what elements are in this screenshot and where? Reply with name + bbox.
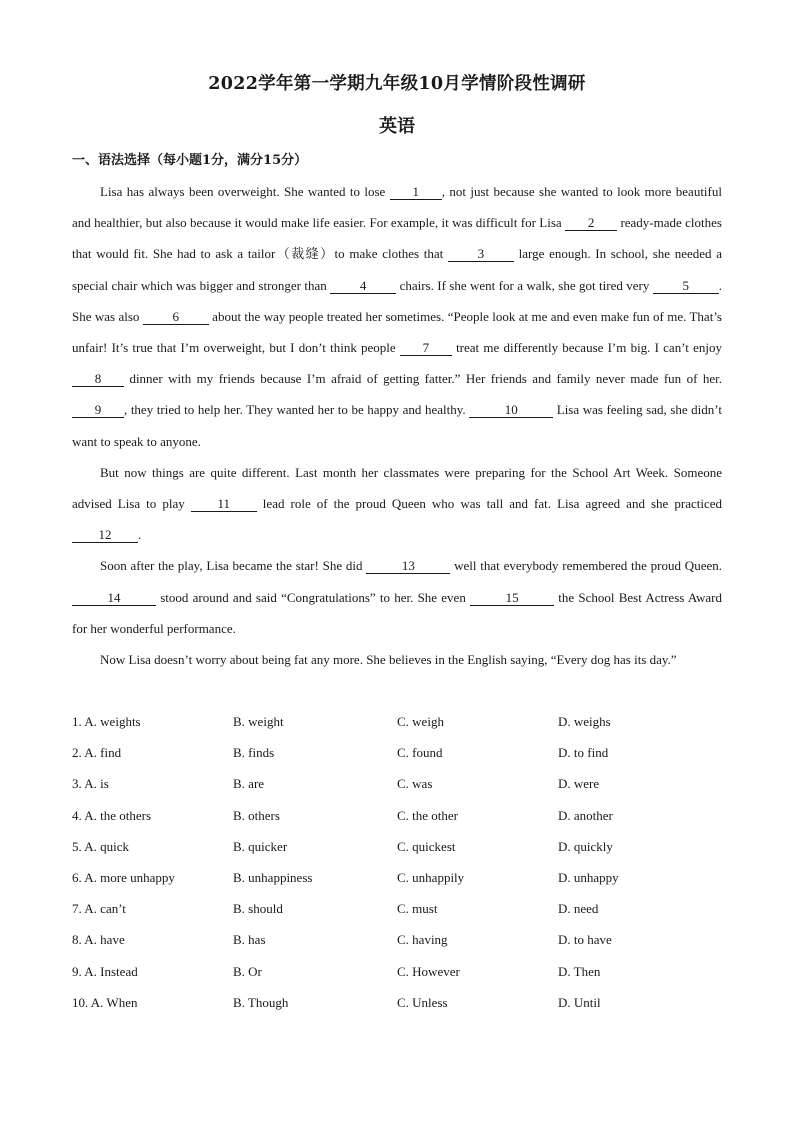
blank-9: 9 — [72, 402, 124, 418]
blank-3: 3 — [448, 246, 514, 262]
blank-10: 10 — [469, 402, 553, 418]
blank-8: 8 — [72, 371, 124, 387]
option-d[interactable]: D. weighs — [558, 714, 611, 729]
question-row-2 — [72, 737, 722, 768]
option-c[interactable]: C. quickest — [397, 838, 456, 854]
option-d[interactable]: D. another — [558, 807, 613, 823]
subject-title: 英语 — [379, 116, 415, 137]
blank-1: 1 — [390, 184, 442, 200]
question-row-4 — [72, 800, 722, 831]
option-b[interactable]: B. are — [233, 776, 265, 792]
section-heading: 一、语法选择（每小题1分，满分15分） — [72, 153, 308, 168]
question-row-5 — [72, 831, 722, 862]
question-row-6 — [72, 862, 722, 893]
option-c[interactable]: C. unhappily — [397, 869, 465, 885]
option-d[interactable]: D. to have — [558, 932, 612, 948]
exam-title: 2022学年第一学期九年级10月学情阶段性调研 — [208, 74, 586, 94]
option-a[interactable]: 1. A. weights — [72, 714, 141, 729]
passage-paragraph-1: Lisa has always been overweight. She wanted to lose 1 , not just because she wanted to look more beautiful and healthier, but also because it would make life easier. For example, it was difficult for Lisa 2 ready-made clothes that would fit. She had to ask a tailor（裁缝）to make clothes that 3 large enough. In school, she needed a special chair which was bigger and stronger than 4 chairs. If she went for a walk, she got tired very 5 . She was also 6 about the way people treated her sometimes. “People look at me and even make fun of me. That’s unfair! It’s true that I’m overweight, but I don’t think people 7 treat me differently because I’m big. I can’t enjoy 8 dinner with my friends because I’m afraid of getting fatter.” Her friends and family never made fun of her. 9 , they tried to help her. They wanted her to be happy and healthy. 10 Lisa was feeling sad, she didn’t want to speak to anyone. — [72, 184, 723, 449]
option-a[interactable]: 6. A. more unhappy — [72, 869, 175, 885]
blank-5: 5 — [653, 278, 719, 294]
option-a[interactable]: 10. A. When — [72, 994, 138, 1010]
option-b[interactable]: B. weight — [233, 714, 284, 729]
blank-6: 6 — [143, 309, 209, 325]
option-b[interactable]: B. should — [233, 901, 283, 917]
blank-11: 11 — [191, 496, 257, 512]
option-d[interactable]: D. quickly — [558, 838, 613, 854]
blank-12: 12 — [72, 527, 138, 543]
option-c[interactable]: C. However — [397, 963, 460, 979]
option-a[interactable]: 4. A. the others — [72, 807, 152, 823]
question-row-7 — [72, 893, 722, 924]
passage-paragraph-4: Now Lisa doesn’t worry about being fat any more. She believes in the English saying, “Every dog has its day.” — [100, 652, 677, 668]
question-row-9 — [72, 956, 722, 987]
option-d[interactable]: D. Then — [558, 963, 601, 979]
option-c[interactable]: C. found — [397, 745, 443, 761]
option-d[interactable]: D. were — [558, 776, 600, 792]
question-row-1 — [72, 706, 722, 737]
blank-2: 2 — [565, 215, 617, 231]
option-d[interactable]: D. to find — [558, 745, 609, 761]
option-a[interactable]: 2. A. find — [72, 745, 122, 761]
answer-options — [72, 706, 722, 1018]
option-d[interactable]: D. unhappy — [558, 869, 619, 885]
option-a[interactable]: 3. A. is — [72, 776, 109, 792]
option-a[interactable]: 8. A. have — [72, 932, 125, 948]
option-b[interactable]: B. others — [233, 807, 280, 823]
blank-15: 15 — [470, 590, 554, 606]
blank-13: 13 — [366, 558, 450, 574]
question-row-3 — [72, 768, 722, 799]
blank-14: 14 — [72, 590, 156, 606]
passage-paragraph-3: Soon after the play, Lisa became the star! She did 13 well that everybody remembered the proud Queen. 14 stood around and said “Congratulations” to her. She even 15 the School Best Actress Award for her wonderful performance. — [72, 558, 723, 636]
option-b[interactable]: B. has — [233, 932, 266, 948]
reading-passage — [72, 176, 722, 675]
question-row-8 — [72, 924, 722, 955]
option-a[interactable]: 9. A. Instead — [72, 963, 138, 979]
blank-4: 4 — [330, 278, 396, 294]
option-c[interactable]: C. the other — [397, 807, 459, 823]
option-b[interactable]: B. Or — [233, 963, 262, 979]
option-d[interactable]: D. Until — [558, 994, 601, 1010]
option-d[interactable]: D. need — [558, 901, 599, 917]
blank-7: 7 — [400, 340, 452, 356]
option-c[interactable]: C. weigh — [397, 714, 444, 729]
option-b[interactable]: B. finds — [233, 745, 275, 761]
question-row-10 — [72, 987, 722, 1018]
option-c[interactable]: C. Unless — [397, 994, 448, 1010]
option-a[interactable]: 7. A. can’t — [72, 901, 126, 917]
option-c[interactable]: C. was — [397, 776, 433, 792]
option-c[interactable]: C. having — [397, 932, 448, 948]
option-b[interactable]: B. Though — [233, 994, 289, 1010]
option-b[interactable]: B. unhappiness — [233, 869, 313, 885]
option-b[interactable]: B. quicker — [233, 838, 288, 854]
option-c[interactable]: C. must — [397, 901, 438, 917]
passage-paragraph-2: But now things are quite different. Last month her classmates were preparing for the School Art Week. Someone advised Lisa to play 11 lead role of the proud Queen who was tall and fat. Lisa agreed and she practiced 12 . — [72, 464, 722, 543]
option-a[interactable]: 5. A. quick — [72, 838, 130, 854]
